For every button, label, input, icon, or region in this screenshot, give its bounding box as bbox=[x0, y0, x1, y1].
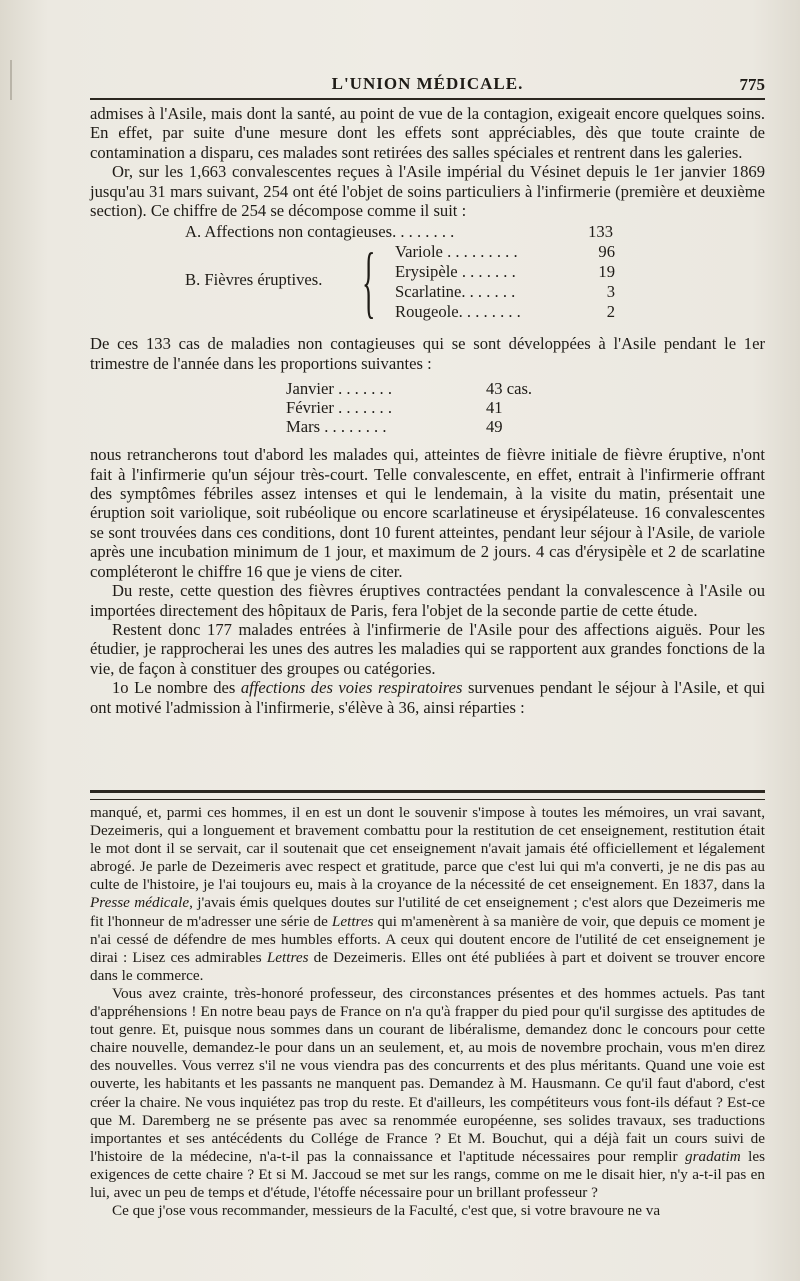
paragraph: Or, sur les 1,663 convalescentes reçues à l'Asile impérial du Vésinet depuis le 1er janvier 1869 jusqu'au 31 mars suivant, 254 ont été l'objet de soins particuliers à l'infirmerie (première et deuxième section). Ce chiffre de 254 se décompose comme il suit : bbox=[90, 162, 765, 221]
paragraph: nous retrancherons tout d'abord les malades qui, atteintes de fièvre initiale de fièvre éruptive, n'ont fait à l'infirmerie qu'un séjour très-court. Telle convalescente, en effet, entrait à l'infirmerie offrant des symptômes fébriles assez intenses et qui le lendemain, à la visite du matin, présentait une éruption soit variolique, soit rubéolique ou encore scarlatineuse et érysipélateuse. 16 convalescentes se sont trouvées dans ces conditions, dont 10 furent atteintes, pendant leur séjour à l'Asile, de variole après une incubation minimum de 1 jour, et maximum de 2 jours. 4 cas d'érysipèle et 2 de scarlatine compléteront le chiffre 16 que je viens de citer. bbox=[90, 445, 765, 581]
italic-text-run: Lettres bbox=[331, 912, 374, 930]
paragraph: Du reste, cette question des fièvres éruptives contractées pendant la convalescence à l'Asile ou importées directement des hôpitaux de Paris, fera l'objet de la seconde partie de cette étude. bbox=[90, 581, 765, 620]
main-text bbox=[90, 104, 765, 717]
footnote-paragraph bbox=[90, 804, 765, 985]
text-run: de Dezeimeris. Elles ont été publiées à part et doivent se trouver encore dans le commerce. bbox=[90, 948, 766, 984]
disease-label: Rougeole. . . . . . . . bbox=[395, 302, 521, 322]
disease-count: 19 bbox=[598, 262, 615, 282]
disease-label: Erysipèle . . . . . . . bbox=[395, 262, 516, 282]
case-breakdown-table bbox=[90, 222, 765, 332]
month-label: Mars . . . . . . . . bbox=[286, 417, 387, 437]
footnote-separator bbox=[90, 790, 765, 800]
month-count: 41 bbox=[486, 398, 503, 418]
month-count: 49 bbox=[486, 417, 503, 437]
disease-count: 2 bbox=[606, 302, 615, 322]
italic-text-run: Presse médicale bbox=[90, 894, 190, 912]
row-value-non-contagious: 133 bbox=[588, 222, 613, 242]
paragraph: Restent donc 177 malades entrées à l'infirmerie de l'Asile pour des affections aiguës. Pour les étudier, je rapprocherai les unes des autres les maladies qui se rapportent aux grandes fonctions de la vie, de façon à constituer des groupes ou catégories. bbox=[90, 619, 765, 678]
disease-label: Scarlatine. . . . . . . bbox=[395, 282, 516, 302]
page-edge-shadow bbox=[10, 60, 12, 100]
text-run: Vous avez crainte, très-honoré professeur, des circonstances présentes et des hommes actuels. Pas tant d'appréhensions ! En notre beau pays de France on n'a qu'à frapper du pied pour qu'il surgisse des aptitudes de tout genre. Et, puisque nous sommes dans un courant de libéralisme, demandez donc le concours pour cette chaire nouvelle, demandez-le pour dans un an seulement, et, au mois de novembre prochain, vous m'en direz des nouvelles. Vous verrez s'il ne vous viendra pas des concurrents et des plus méritants. Quand une voie est ouverte, les habitants et les passants ne manquent pas. Demandez à M. Hausmann. Ce qu'il faut d'abord, c'est créer la chaire. Ne vous inquiétez pas trop du reste. Et d'ailleurs, les compétiteurs vous font-ils défaut ? Est-ce que M. Daremberg ne se présente pas avec sa renommée européenne, ses solides travaux, ses traductions importantes et ses antécédents du Collége de France ? Et M. Bouchut, qui a déjà fait un cours suivi de l'histoire de la médecine, n'a-t-il pas la connaissance et l'aptitude nécessaires pour remplir bbox=[90, 984, 765, 1165]
footnote-paragraph bbox=[90, 985, 765, 1202]
paragraph bbox=[90, 678, 765, 717]
footnote-paragraph: Ce que j'ose vous recommander, messieurs de la Faculté, c'est que, si votre bravoure ne va bbox=[112, 1202, 661, 1220]
disease-count: 96 bbox=[598, 242, 615, 262]
text-run: manqué, et, parmi ces hommes, il en est un dont le souvenir s'impose à toutes les mémoires, un vrai savant, Dezeimeris, qui a longuement et bravement combattu pour la restitution de cet enseignement, restitution était le mot dont il se servait, car il soutenait que cet enseignement n'avait jamais été officiellement et légalement abrogé. Je parle de Dezeimeris avec respect et gratitude, parce que c'est lui qui m'a converti, je ne dis pas au culte de l'histoire, je l'ai toujours eu, mais à la croyance de la nécessité de cet enseignement. En 1837, dans la bbox=[90, 804, 765, 894]
month-count: 43 cas. bbox=[486, 379, 533, 399]
text-run: , j'avais émis quelques doutes sur l'utilité de cet enseignement ; c'est alors que Dezeimeris me fit l'honneur de m'adresser une série de bbox=[90, 894, 765, 930]
month-label: Février . . . . . . . bbox=[286, 398, 392, 418]
italic-text-run: gradatim bbox=[685, 1147, 741, 1165]
text-run: survenues pendant le séjour à l'Asile, et qui ont motivé l'admission à l'infirmerie, s'élève à 36, ainsi réparties : bbox=[90, 678, 766, 717]
italic-text-run: Lettres bbox=[266, 948, 309, 966]
text-run: 1o Le nombre des bbox=[112, 678, 241, 698]
disease-count: 3 bbox=[606, 282, 615, 302]
feuilleton-text bbox=[90, 804, 765, 1220]
header-rule bbox=[90, 98, 765, 100]
paragraph: admises à l'Asile, mais dont la santé, au point de vue de la contagion, exigeait encore quelques soins. En effet, par suite d'une mesure dont les effets sont appréciables, dès que toute crainte de contamination a disparu, ces malades sont retirées des salles spéciales et rentrent dans les galeries. bbox=[90, 104, 765, 162]
page-header bbox=[90, 74, 765, 98]
running-title: L'UNION MÉDICALE. bbox=[331, 74, 524, 93]
month-label: Janvier . . . . . . . bbox=[286, 379, 392, 399]
brace-symbol: { bbox=[362, 238, 376, 327]
disease-label: Variole . . . . . . . . . bbox=[395, 242, 518, 262]
row-label-eruptive-fevers: B. Fièvres éruptives. bbox=[185, 270, 323, 290]
italic-text-run: affections des voies respiratoires bbox=[240, 678, 463, 698]
page-number: 775 bbox=[739, 75, 765, 94]
row-label-non-contagious: A. Affections non contagieuses. . . . . . . . bbox=[185, 222, 455, 242]
paragraph: De ces 133 cas de maladies non contagieuses qui se sont développées à l'Asile pendant le 1er trimestre de l'année dans les proportions suivantes : bbox=[90, 334, 765, 373]
text-run: qui m'amenèrent à sa manière de voir, que depuis ce moment je n'ai cessé de défendre de mes humbles efforts. A ceux qui doutent encore de l'utilité de cet enseignement je dirai : Lisez ces admirables bbox=[90, 912, 765, 966]
monthly-cases-table bbox=[90, 377, 765, 439]
text-run: les exigences de cette chaire ? Et si M. Jaccoud se met sur les rangs, comme on me le disait hier, n'y a-t-il pas en lui, avec un peu de temps et d'étude, l'étoffe nécessaire pour un brillant professeur ? bbox=[90, 1147, 765, 1201]
